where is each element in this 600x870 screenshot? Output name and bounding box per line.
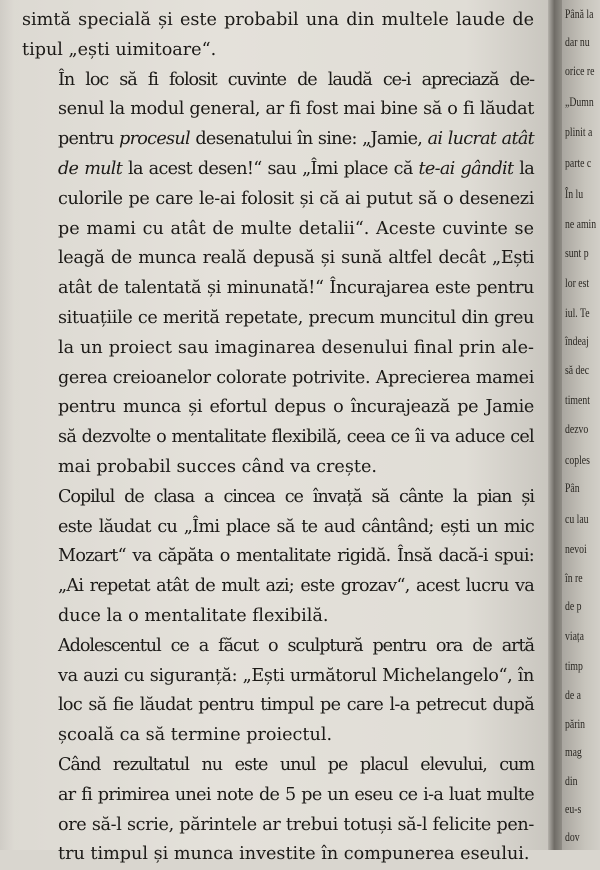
book-gutter <box>548 0 562 850</box>
text-line <box>22 393 534 423</box>
facing-page-line: de p <box>565 598 582 613</box>
text-run: culorile pe care le-ai folosit și că ai putut să o desenezi <box>58 188 534 209</box>
facing-page-line: dar nu <box>565 34 590 49</box>
facing-page-line: Pân <box>565 480 580 495</box>
text-line <box>22 155 534 185</box>
text-run: tipul „ești uimitoare“. <box>22 39 217 60</box>
text-line <box>22 691 534 721</box>
facing-page-line: lor est <box>565 275 590 290</box>
paragraph <box>22 751 534 870</box>
text-run: la acest desen!“ sau „Îmi place că <box>122 158 419 179</box>
text-run: pe mami cu atât de multe detalii“. Aceste cuvinte se <box>58 218 534 239</box>
paragraph <box>22 632 534 751</box>
italic-text: de mult <box>58 158 123 179</box>
facing-page-fragment <box>562 0 600 850</box>
facing-page-line: ne amin <box>565 216 597 231</box>
text-run: În loc să fi folosit cuvinte de laudă ce-i apreciază de- <box>58 69 534 90</box>
facing-page-line: eu-s <box>565 801 582 816</box>
text-run: pentru <box>58 129 120 150</box>
text-run: să dezvolte o mentalitate flexibilă, ceea ce îi va aduce cel <box>58 427 534 448</box>
facing-page-line: părin <box>565 716 586 731</box>
text-run: „Ai repetat atât de mult azi; este grozav“, acest lucru va <box>58 576 534 597</box>
text-run: este lăudat cu „Îmi place să te aud cântând; ești un mic <box>58 516 534 537</box>
text-line <box>22 572 534 602</box>
text-line <box>22 781 534 811</box>
text-run: va auzi cu siguranță: „Ești următorul Michelangelo“, în <box>58 665 534 686</box>
text-line <box>22 483 534 513</box>
text-run: Când rezultatul nu este unul pe placul elevului, cum <box>58 754 534 775</box>
paragraph <box>22 483 534 632</box>
facing-page-line: în re <box>565 570 583 585</box>
text-run: la un proiect sau imaginarea desenului final prin ale- <box>58 337 534 358</box>
facing-page-line: sunt p <box>565 245 589 260</box>
facing-page-line: să dec <box>565 362 590 377</box>
text-line <box>22 334 534 364</box>
text-run: desenatului în sine: „Jamie, <box>189 129 428 150</box>
text-line <box>22 811 534 841</box>
page-edge-shadow <box>0 0 14 850</box>
text-line <box>22 244 534 274</box>
text-run: gerea creioanelor colorate potrivite. Aprecierea mamei <box>58 367 534 388</box>
text-line <box>22 66 534 96</box>
facing-page-line: În lu <box>565 186 584 201</box>
text-line <box>22 274 534 304</box>
text-run: loc să fie lăudat pentru timpul pe care l-a petrecut după <box>58 695 534 716</box>
facing-page-line: dezvo <box>565 421 589 436</box>
paragraph <box>22 66 534 483</box>
text-run: mai probabil succes când va crește. <box>58 456 377 477</box>
text-line <box>22 423 534 453</box>
facing-page-line: nevoi <box>565 541 587 556</box>
text-line <box>22 36 534 66</box>
text-run: Mozart“ va căpăta o mentalitate rigidă. Însă dacă-i spui: <box>58 546 534 567</box>
facing-page-line: cu lau <box>565 511 589 526</box>
text-line <box>22 721 534 751</box>
text-line <box>22 6 534 36</box>
text-run: atât de talentată și minunată!“ Încurajarea este pentru <box>58 278 534 299</box>
text-line <box>22 840 534 870</box>
text-line <box>22 662 534 692</box>
text-run: ore să-l scrie, părintele ar trebui totuși să-l felicite pen- <box>58 814 534 835</box>
text-run: simtă specială și este probabil una din multele laude de <box>22 10 534 30</box>
text-run: Adolescentul ce a făcut o sculptură pentru ora de artă <box>58 635 534 656</box>
facing-page-line: mag <box>565 744 582 759</box>
text-line <box>22 304 534 334</box>
text-run: leagă de munca reală depusă și sună altfel decât „Ești <box>58 248 534 269</box>
text-run: la <box>513 158 534 179</box>
text-line <box>22 542 534 572</box>
text-line <box>22 215 534 245</box>
text-run: ar fi primirea unei note de 5 pe un eseu ce i-a luat multe <box>58 784 534 805</box>
italic-text: te-ai gândit <box>418 158 514 179</box>
text-line <box>22 125 534 155</box>
facing-page-line: coples <box>565 452 590 467</box>
text-line <box>22 95 534 125</box>
text-line <box>22 602 534 632</box>
paragraph <box>22 6 534 66</box>
text-run: tru timpul și munca investite în compunerea eseului. <box>58 844 530 865</box>
facing-page-line: orice re <box>565 63 595 78</box>
facing-page-line: viața <box>565 628 584 643</box>
text-line <box>22 751 534 781</box>
facing-page-line: de a <box>565 687 581 702</box>
facing-page-line: timp <box>565 658 583 673</box>
facing-page-line: îndeaj <box>565 333 589 348</box>
facing-page-line: dov <box>565 829 580 844</box>
italic-text: ai lucrat atât <box>427 129 534 150</box>
italic-text: procesul <box>119 129 190 150</box>
text-line <box>22 513 534 543</box>
text-run: Copilul de clasa a cincea ce învață să cânte la pian și <box>58 486 534 507</box>
text-run: pentru munca și efortul depus o încurajează pe Jamie <box>58 397 534 418</box>
text-run: situațiile ce merită repetate, precum muncitul din greu <box>58 307 534 328</box>
text-line <box>22 364 534 394</box>
facing-page-line: timent <box>565 392 590 407</box>
facing-page-line: iul. Te <box>565 305 590 320</box>
facing-page-line: Până la <box>565 6 594 21</box>
text-line <box>22 185 534 215</box>
facing-page-line: plinit a <box>565 124 593 139</box>
text-line <box>22 632 534 662</box>
text-run: școală ca să termine proiectul. <box>58 725 333 746</box>
text-run: senul la modul general, ar fi fost mai bine să o fi lăudat <box>58 99 534 120</box>
text-run: duce la o mentalitate flexibilă. <box>58 605 329 626</box>
facing-page-line: din <box>565 773 578 788</box>
facing-page-line: parte c <box>565 155 592 170</box>
facing-page-line: „Dumn <box>565 94 594 109</box>
text-line <box>22 453 534 483</box>
body-text <box>22 6 534 870</box>
